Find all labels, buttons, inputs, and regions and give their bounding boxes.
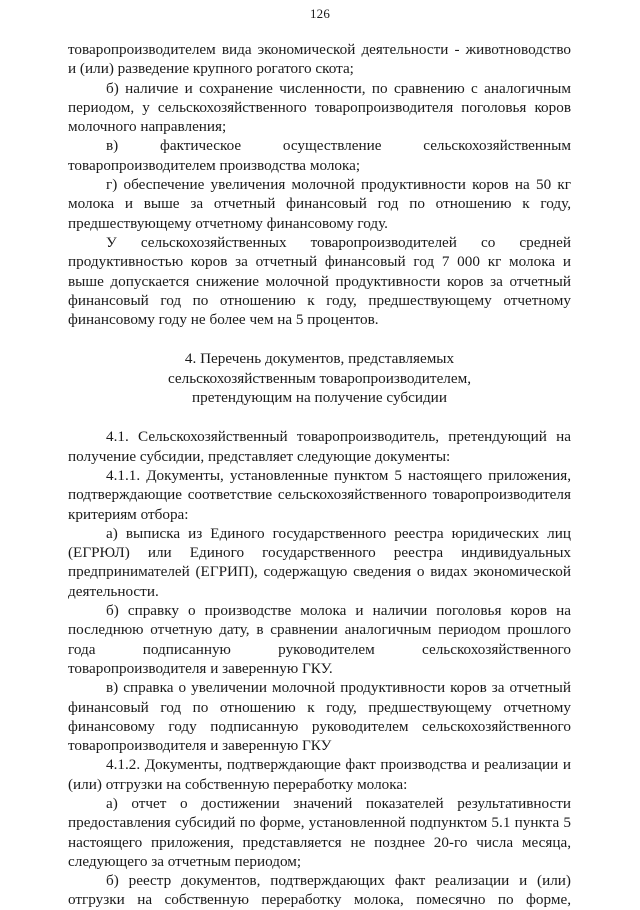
- paragraph-4-1-1-b: б) справку о производстве молока и наличии поголовья коров на последнюю отчетную дату, в сравнении аналогичным периодом прошлого года подписанную руководителем сельскохозяйственного товаропроизводителя и заверенную ГКУ.: [68, 602, 571, 677]
- paragraph-productivity-exception: У сельскохозяйственных товаропроизводителей со средней продуктивностью коров за отчетный финансовый год 7 000 кг молока и выше допускается снижение молочной продуктивности коров за отчетный финансовый год по отношению к году, предшествующему отчетному финансовому году не более чем на 5 процентов.: [68, 233, 571, 329]
- paragraph-4-1-2: 4.1.2. Документы, подтверждающие факт производства и реализации и (или) отгрузки на собственную переработку молока:: [68, 756, 571, 793]
- paragraph-4-1-1: 4.1.1. Документы, установленные пунктом 5 настоящего приложения, подтверждающие соответствие сельскохозяйственного товаропроизводителя критериям отбора:: [68, 466, 571, 523]
- paragraph-4-1: 4.1. Сельскохозяйственный товаропроизводитель, претендующий на получение субсидии, представляет следующие документы:: [68, 428, 571, 465]
- paragraph-v-production: в) фактическое осуществление сельскохозяйственным товаропроизводителем производства молока;: [68, 137, 571, 174]
- paragraph-continuation: товаропроизводителем вида экономической деятельности - животноводство и (или) разведение крупного рогатого скота;: [68, 41, 571, 78]
- paragraph-4-1-1-v: в) справка о увеличении молочной продуктивности коров за отчетный финансовый год по отношению к году, предшествующему отчетному финансовому году подписанную руководителем сельскохозяйственного товаропроизводителя и заверенную ГКУ: [68, 679, 571, 755]
- paragraph-4-1-1-a: а) выписка из Единого государственного реестра юридических лиц (ЕГРЮЛ) или Единого государственного реестра индивидуальных предпринимателей (ЕГРИП), содержащую сведения о видах экономической деятельности.: [68, 524, 571, 600]
- section-heading-line-1: 4. Перечень документов, представляемых: [184, 350, 455, 368]
- page-number: 126: [309, 6, 331, 21]
- document-body: [68, 40, 571, 910]
- paragraph-b-livestock: б) наличие и сохранение численности, по сравнению с аналогичным периодом, у сельскохозяйственного товаропроизводителя поголовья коров молочного направления;: [68, 79, 571, 136]
- section-heading-line-2: сельскохозяйственным товаропроизводителем,: [167, 369, 472, 387]
- section-heading-line-3: претендующим на получение субсидии: [192, 389, 447, 407]
- paragraph-g-productivity: г) обеспечение увеличения молочной продуктивности коров на 50 кг молока и выше за отчетный финансовый год по отношению к году, предшествующему отчетному финансовому году.: [68, 176, 571, 232]
- section-heading: [68, 349, 571, 407]
- paragraph-4-1-2-a: а) отчет о достижении значений показателей результативности предоставления субсидий по форме, установленной подпунктом 5.1 пункта 5 настоящего приложения, представляется не позднее 20-го числа месяца, следующего за отчетным периодом;: [68, 794, 571, 870]
- paragraph-4-1-2-b: б) реестр документов, подтверждающих факт реализации и (или) отгрузки на собственную переработку молока, помесячно по форме,: [68, 872, 571, 909]
